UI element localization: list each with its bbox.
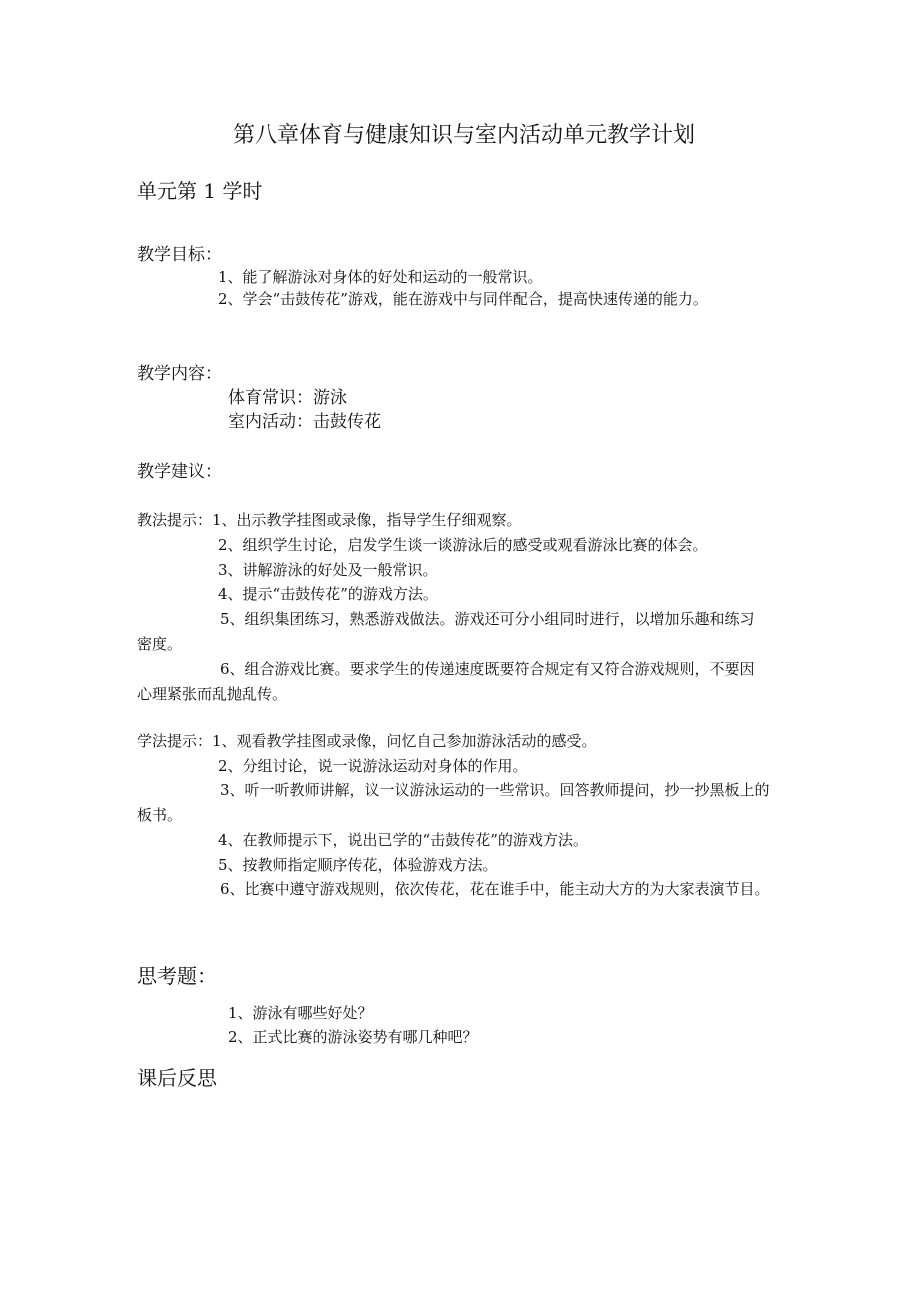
teaching-tip-4: 4、提示“击鼓传花”的游戏方法。 xyxy=(218,585,438,603)
page-title: 第八章体育与健康知识与室内活动单元教学计划 xyxy=(233,123,696,148)
content-label: 教学内容： xyxy=(137,364,222,384)
learning-tip-2: 2、分组讨论，说一说游泳运动对身体的作用。 xyxy=(218,757,528,775)
learning-tip-6: 6、比赛中遵守游戏规则，依次传花，花在谁手中，能主动大方的为大家表演节目。 xyxy=(220,880,770,898)
objective-item-2: 2、学会“击鼓传花”游戏，能在游戏中与同伴配合，提高快速传递的能力。 xyxy=(218,290,708,308)
teaching-tip-5: 5、组织集团练习，熟悉游戏做法。游戏还可分小组同时进行，以增加乐趣和练习 xyxy=(220,610,755,628)
learning-tip-3: 3、听一听教师讲解，议一议游泳运动的一些常识。回答教师提问，抄一抄黑板上的 xyxy=(220,781,770,799)
teaching-tip-1: 教法提示：1、出示教学挂图或录像，指导学生仔细观察。 xyxy=(137,511,522,529)
teaching-tip-2: 2、组织学生讨论，启发学生谈一谈游泳后的感受或观看游泳比赛的体会。 xyxy=(218,536,708,554)
content-item-1: 体育常识：游泳 xyxy=(228,388,347,408)
suggestions-label: 教学建议： xyxy=(137,462,222,482)
teaching-tip-5-cont: 密度。 xyxy=(137,635,183,653)
learning-tip-3-cont: 板书。 xyxy=(137,806,183,824)
content-item-2: 室内活动：击鼓传花 xyxy=(228,412,381,432)
objective-item-1: 1、能了解游泳对身体的好处和运动的一般常识。 xyxy=(218,268,543,286)
teaching-tip-3: 3、讲解游泳的好处及一般常识。 xyxy=(218,561,438,579)
teaching-tip-6: 6、组合游戏比赛。要求学生的传递速度既要符合规定有又符合游戏规则，不要因 xyxy=(220,660,755,678)
learning-tip-4: 4、在教师提示下，说出已学的“击鼓传花”的游戏方法。 xyxy=(218,831,588,849)
unit-heading: 单元第 1 学时 xyxy=(137,179,263,203)
questions-label: 思考题： xyxy=(137,964,217,988)
question-1: 1、游泳有哪些好处？ xyxy=(228,1004,373,1022)
learning-tip-5: 5、按教师指定顺序传花，体验游戏方法。 xyxy=(218,856,498,874)
reflection-label: 课后反思 xyxy=(137,1066,217,1090)
teaching-tip-6-cont: 心理紧张而乱抛乱传。 xyxy=(137,685,288,703)
objectives-label: 教学目标： xyxy=(137,245,222,265)
question-2: 2、正式比赛的游泳姿势有哪几种吧？ xyxy=(228,1028,478,1046)
learning-tip-1: 学法提示：1、观看教学挂图或录像，问忆自己参加游泳活动的感受。 xyxy=(137,732,597,750)
